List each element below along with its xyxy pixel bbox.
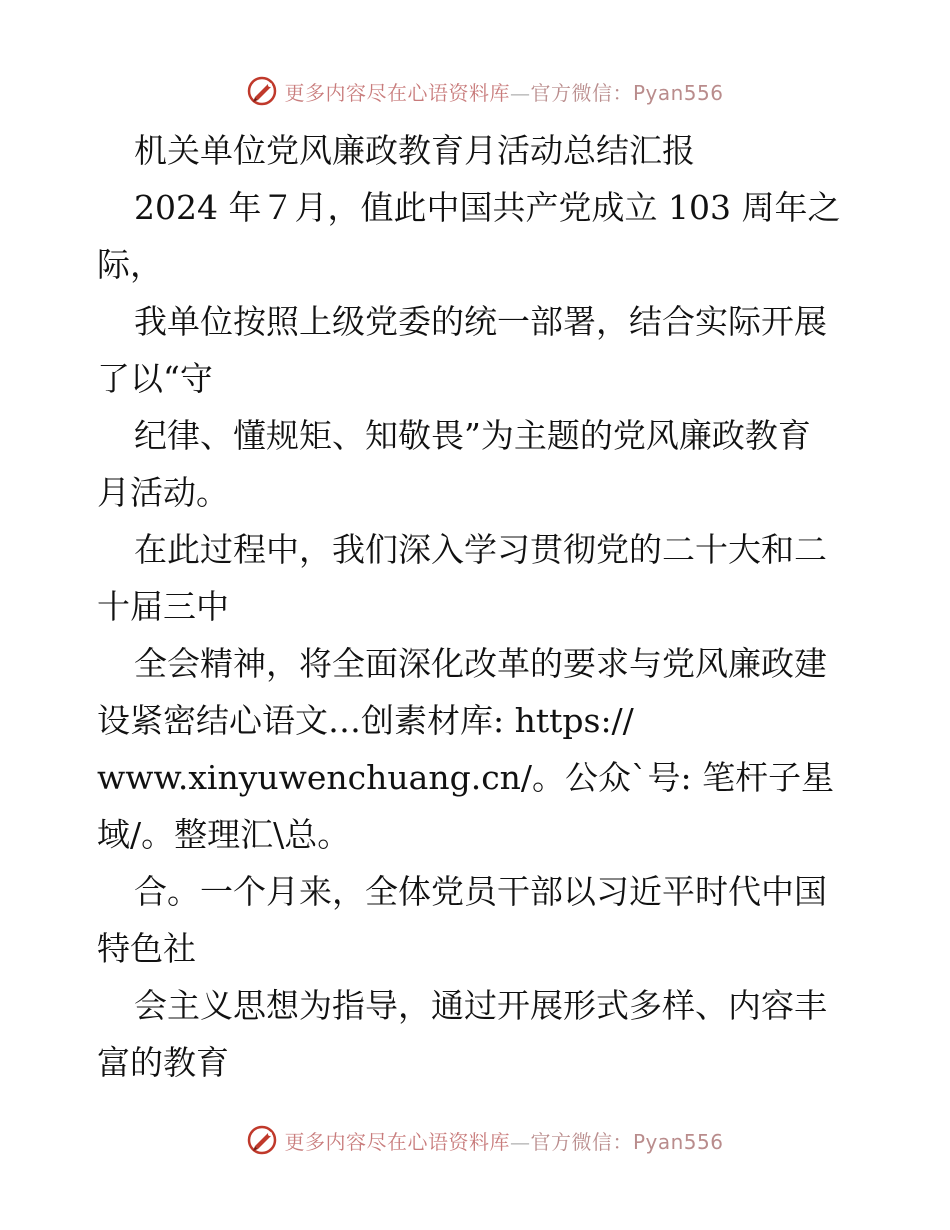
paragraph-line: 富的教育 — [97, 1043, 229, 1082]
paragraph-line: 会主义思想为指导，通过开展形式多样、内容丰 — [134, 986, 827, 1025]
paragraph-line: 合。一个月来，全体党员干部以习近平时代中国 — [134, 872, 827, 911]
paragraph-line: 际， — [97, 245, 163, 284]
paragraph-line: www.xinyuwenchuang.cn/。公众`号: 笔杆子星 — [97, 758, 835, 797]
paragraph-line: 月活动。 — [97, 473, 229, 512]
banner-separator: — — [509, 1129, 531, 1154]
paragraph-line: 了以“守 — [97, 359, 213, 398]
paragraph-line: 在此过程中，我们深入学习贯彻党的二十大和二 — [134, 530, 827, 569]
paragraph-line: 我单位按照上级党委的统一部署，结合实际开展 — [134, 302, 827, 341]
paragraph-line: 纪律、懂规矩、知敬畏”为主题的党风廉政教育 — [134, 416, 811, 455]
banner-contact-text: 官方微信：Pyan556 — [530, 1129, 724, 1154]
banner-content — [246, 75, 723, 107]
banner-content — [246, 1124, 723, 1156]
paragraph-line: 特色社 — [97, 929, 196, 968]
banner-separator: — — [509, 80, 531, 105]
document-title: 机关单位党风廉政教育月活动总结汇报 — [134, 131, 695, 170]
paragraph-line: 设紧密结心语文…创素材库: https:// — [97, 701, 634, 740]
red-pen-circle-logo-icon — [246, 75, 278, 107]
paragraph-line: 域/。整理汇\总。 — [97, 815, 351, 854]
banner-text — [284, 77, 723, 106]
banner-text — [284, 1126, 723, 1155]
header-watermark-banner — [0, 71, 950, 111]
paragraph-line: 十届三中 — [97, 587, 229, 626]
document-body — [97, 122, 857, 1091]
paragraph-line: 全会精神，将全面深化改革的要求与党风廉政建 — [134, 644, 827, 683]
red-pen-circle-logo-icon — [246, 1124, 278, 1156]
banner-main-text: 更多内容尽在心语资料库 — [284, 80, 510, 105]
paragraph-line: 2024 年７月，值此中国共产党成立 103 周年之 — [134, 188, 841, 227]
banner-main-text: 更多内容尽在心语资料库 — [284, 1129, 510, 1154]
banner-contact-text: 官方微信：Pyan556 — [530, 80, 724, 105]
footer-watermark-banner — [0, 1120, 950, 1160]
